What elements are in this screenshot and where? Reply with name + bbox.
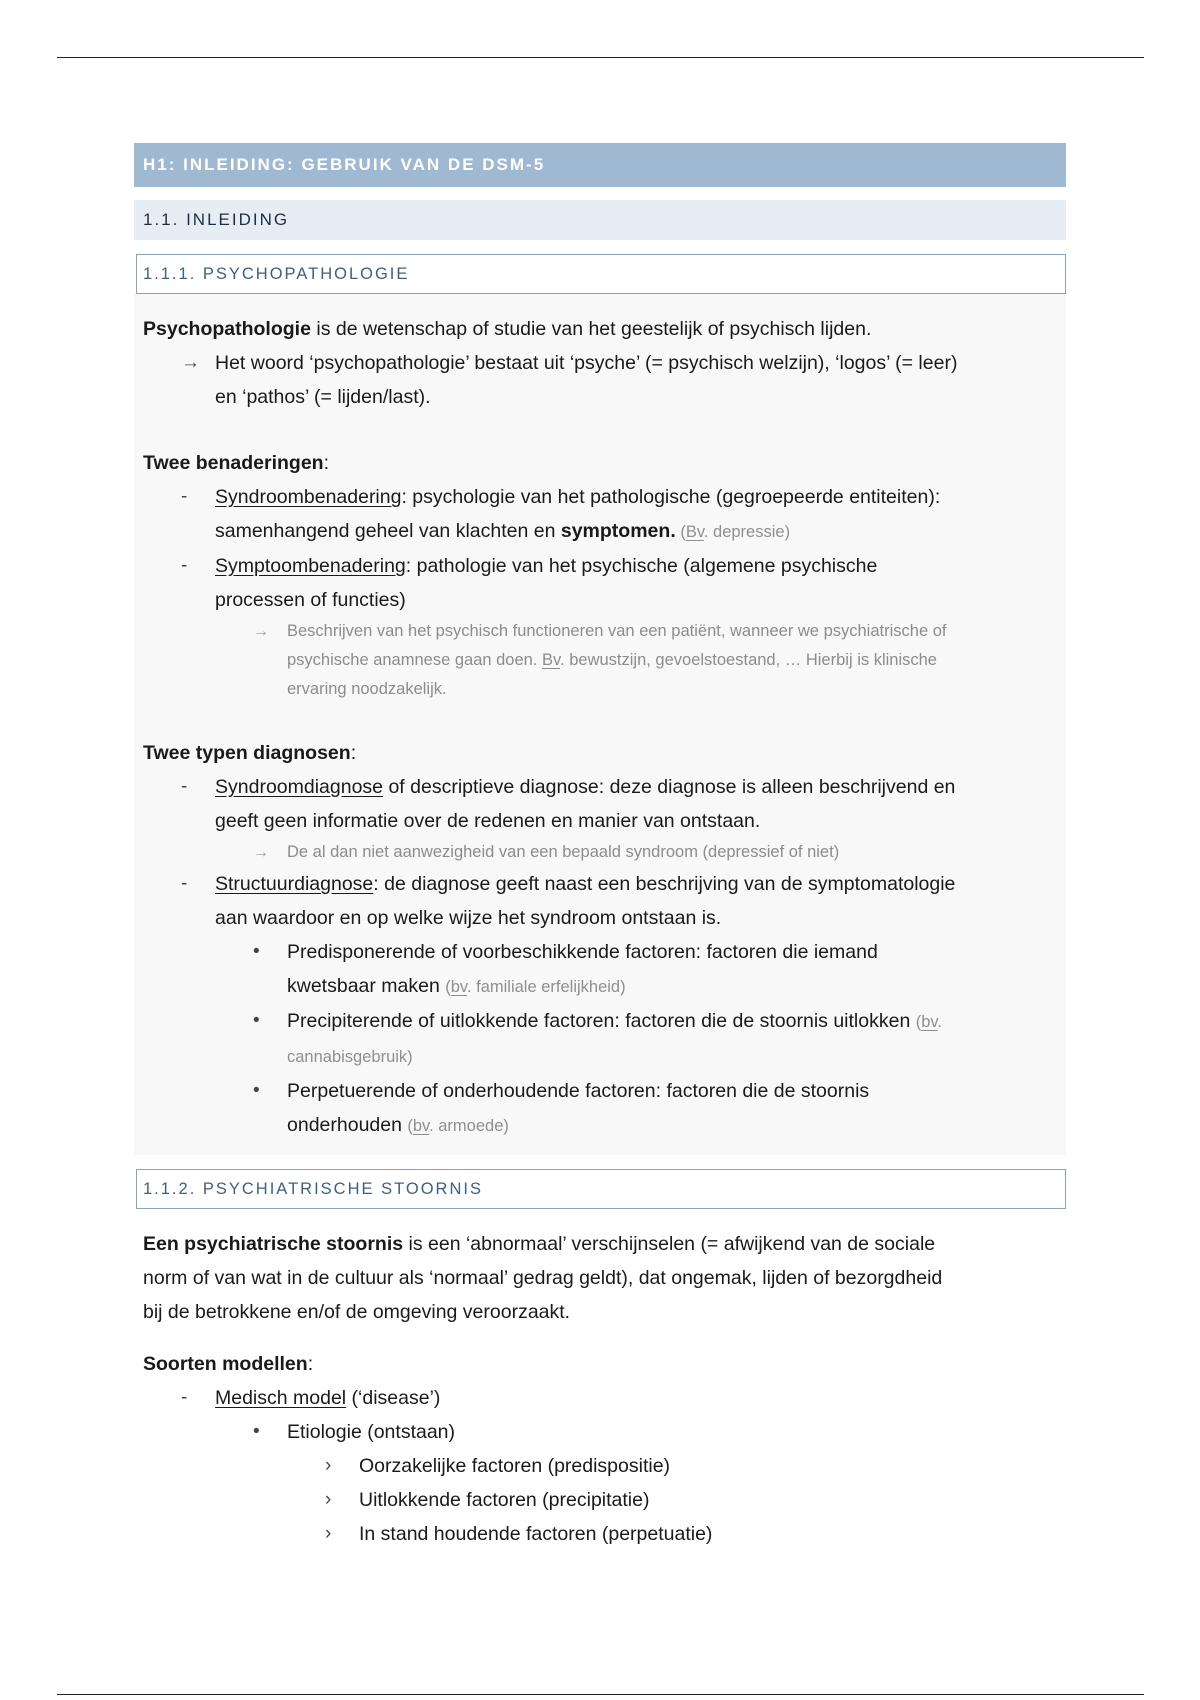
definition-paragraph: Psychopathologie is de wetenschap of studie van het geestelijk of psychisch lijden. xyxy=(143,318,872,340)
list-item-factor: › Uitlokkende factoren (precipitatie) xyxy=(143,1483,1057,1517)
bullet-icon: • xyxy=(253,941,260,962)
diagnosen-heading: Twee typen diagnosen: xyxy=(143,742,357,764)
syndroomdiagnose-explanation: → De al dan niet aanwezigheid van een bepaald syndroom (depressief of niet) xyxy=(143,838,1057,867)
arrow-icon: → xyxy=(181,352,200,373)
section-heading: 1.1. INLEIDING xyxy=(134,200,1066,240)
bullet-icon: • xyxy=(253,1421,260,1442)
list-item-etiologie: • Etiologie (ontstaan) xyxy=(143,1415,1057,1449)
chapter-heading: H1: INLEIDING: GEBRUIK VAN DE DSM-5 xyxy=(134,143,1066,187)
arrow-icon: → xyxy=(253,844,269,861)
bullet-icon: • xyxy=(253,1080,260,1101)
dash-icon: - xyxy=(181,776,188,797)
chevron-right-icon: › xyxy=(325,1455,332,1476)
list-item-structuurdiagnose: - Structuurdiagnose: de diagnose geeft naast een beschrijving van de symptomatologie aan waardoor en op welke wijze het syndroom ontstaan is. xyxy=(143,867,1057,935)
list-item-syndroombenadering: - Syndroombenadering: psychologie van het pathologische (gegroepeerde entiteiten): samenhangend geheel van klachten en symptomen. (Bv. depressie) xyxy=(143,480,1057,549)
list-item-syndroomdiagnose: - Syndroomdiagnose of descriptieve diagnose: deze diagnose is alleen beschrijvend en geeft geen informatie over de redenen en manier van ontstaan. xyxy=(143,770,1057,838)
benaderingen-heading: Twee benaderingen: xyxy=(143,452,330,474)
stoornis-definition: Een psychiatrische stoornis is een ‘abnormaal’ verschijnselen (= afwijkend van de sociale norm of van wat in de cultuur als ‘normaal’ gedrag geldt), dat ongemak, lijden of bezorgdheid bij de betrokkene en/of de omgeving veroorzaakt. xyxy=(143,1233,943,1323)
dash-icon: - xyxy=(181,873,188,894)
arrow-item: → Het woord ‘psychopathologie’ bestaat uit ‘psyche’ (= psychisch welzijn), ‘logos’ (= leer) en ‘pathos’ (= lijden/last). xyxy=(143,346,1057,414)
dash-icon: - xyxy=(181,1387,188,1408)
subsection-heading-psychiatrische-stoornis: 1.1.2. PSYCHIATRISCHE STOORNIS xyxy=(136,1169,1066,1209)
subsection-heading-psychopathologie: 1.1.1. PSYCHOPATHOLOGIE xyxy=(136,254,1066,294)
dash-icon: - xyxy=(181,486,188,507)
modellen-heading: Soorten modellen: xyxy=(143,1353,314,1375)
list-item-factor: › In stand houdende factoren (perpetuatie) xyxy=(143,1517,1057,1551)
arrow-icon: → xyxy=(253,623,269,640)
dash-icon: - xyxy=(181,555,188,576)
factor-item-perpetuerend: • Perpetuerende of onderhoudende factoren: factoren die de stoornis onderhouden (bv. armoede) xyxy=(143,1074,1057,1143)
list-item-factor: › Oorzakelijke factoren (predispositie) xyxy=(143,1449,1057,1483)
subsection-body-psychiatrische-stoornis xyxy=(134,1209,1066,1563)
chevron-right-icon: › xyxy=(325,1489,332,1510)
document-body xyxy=(134,143,1066,1563)
chevron-right-icon: › xyxy=(325,1523,332,1544)
list-item-symptoombenadering: - Symptoombenadering: pathologie van het psychische (algemene psychische processen of functies) xyxy=(143,549,1057,617)
symptoom-explanation: → Beschrijven van het psychisch functioneren van een patiënt, wanneer we psychiatrische of psychische anamnese gaan doen. Bv. bewustzijn, gevoelstoestand, … Hierbij is klinische ervaring noodzakelijk. xyxy=(143,617,1057,704)
subsection-body-psychopathologie xyxy=(134,294,1066,1155)
list-item-medisch-model: - Medisch model (‘disease’) xyxy=(143,1381,1057,1415)
bullet-icon: • xyxy=(253,1010,260,1031)
header-rule xyxy=(57,57,1144,58)
factor-item-predisponerend: • Predisponerende of voorbeschikkende factoren: factoren die iemand kwetsbaar maken (bv. familiale erfelijkheid) xyxy=(143,935,1057,1004)
factor-item-precipiterend: • Precipiterende of uitlokkende factoren: factoren die de stoornis uitlokken (bv. cannabisgebruik) xyxy=(143,1004,1057,1074)
footer-rule xyxy=(57,1694,1144,1695)
